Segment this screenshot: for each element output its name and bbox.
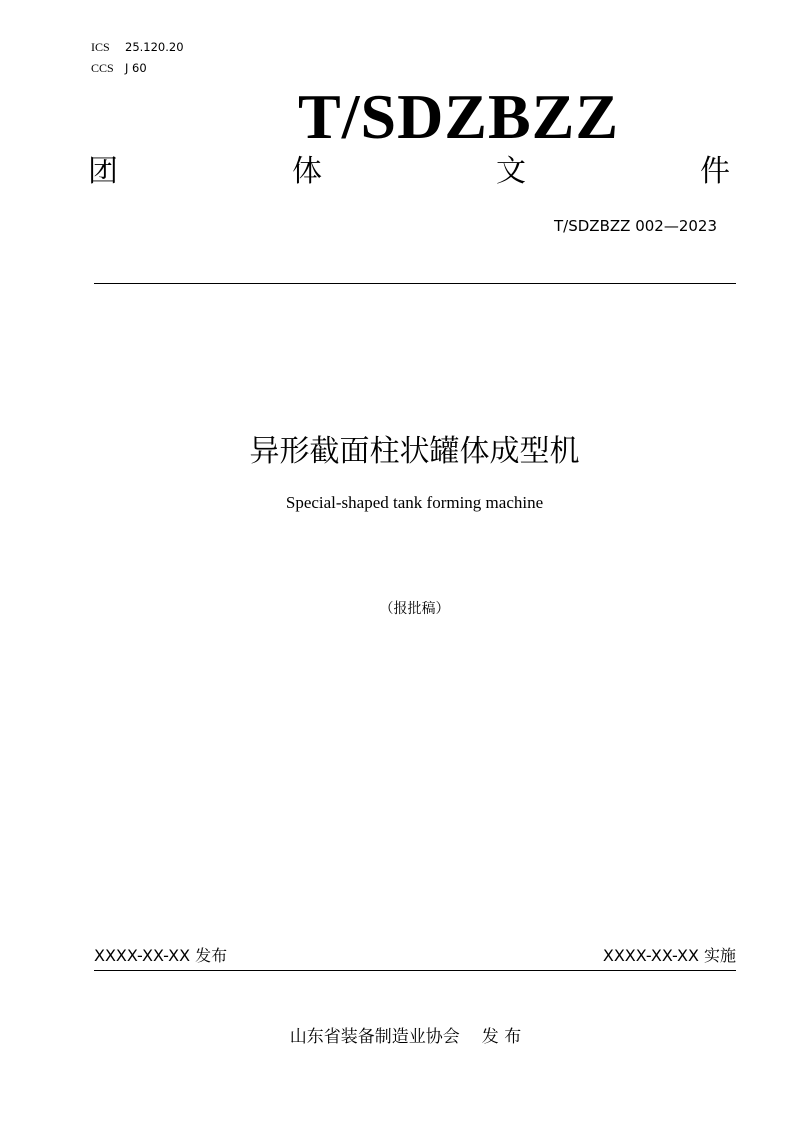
- ccs-value: J 60: [125, 61, 147, 75]
- implement-date: XXXX-XX-XX 实施: [602, 946, 736, 965]
- ics-value: 25.120.20: [125, 40, 184, 54]
- header-divider: [94, 283, 736, 284]
- ccs-classification: [91, 61, 147, 75]
- standard-number: T/SDZBZZ 002—2023: [554, 217, 717, 235]
- doc-type-char: 件: [700, 154, 730, 189]
- ccs-label: CCS: [91, 61, 114, 75]
- doc-type-char: 团: [88, 154, 118, 189]
- publisher-org: 山东省装备制造业协会: [289, 1027, 460, 1047]
- ics-label: ICS: [91, 40, 110, 54]
- publish-date: XXXX-XX-XX 发布: [94, 946, 228, 965]
- doc-type-heading: [88, 152, 730, 192]
- footer-divider: [94, 970, 736, 971]
- document-title-english: Special-shaped tank forming machine: [285, 493, 544, 512]
- draft-status: （报批稿）: [379, 601, 450, 617]
- doc-type-char: 文: [496, 154, 526, 189]
- publisher-action: 发 布: [481, 1027, 522, 1047]
- document-title-chinese: 异形截面柱状罐体成型机: [249, 434, 580, 469]
- publisher: [0, 1025, 793, 1049]
- doc-type-char: 体: [292, 154, 322, 189]
- org-code: T/SDZBZZ: [298, 81, 620, 152]
- ics-classification: [91, 40, 184, 54]
